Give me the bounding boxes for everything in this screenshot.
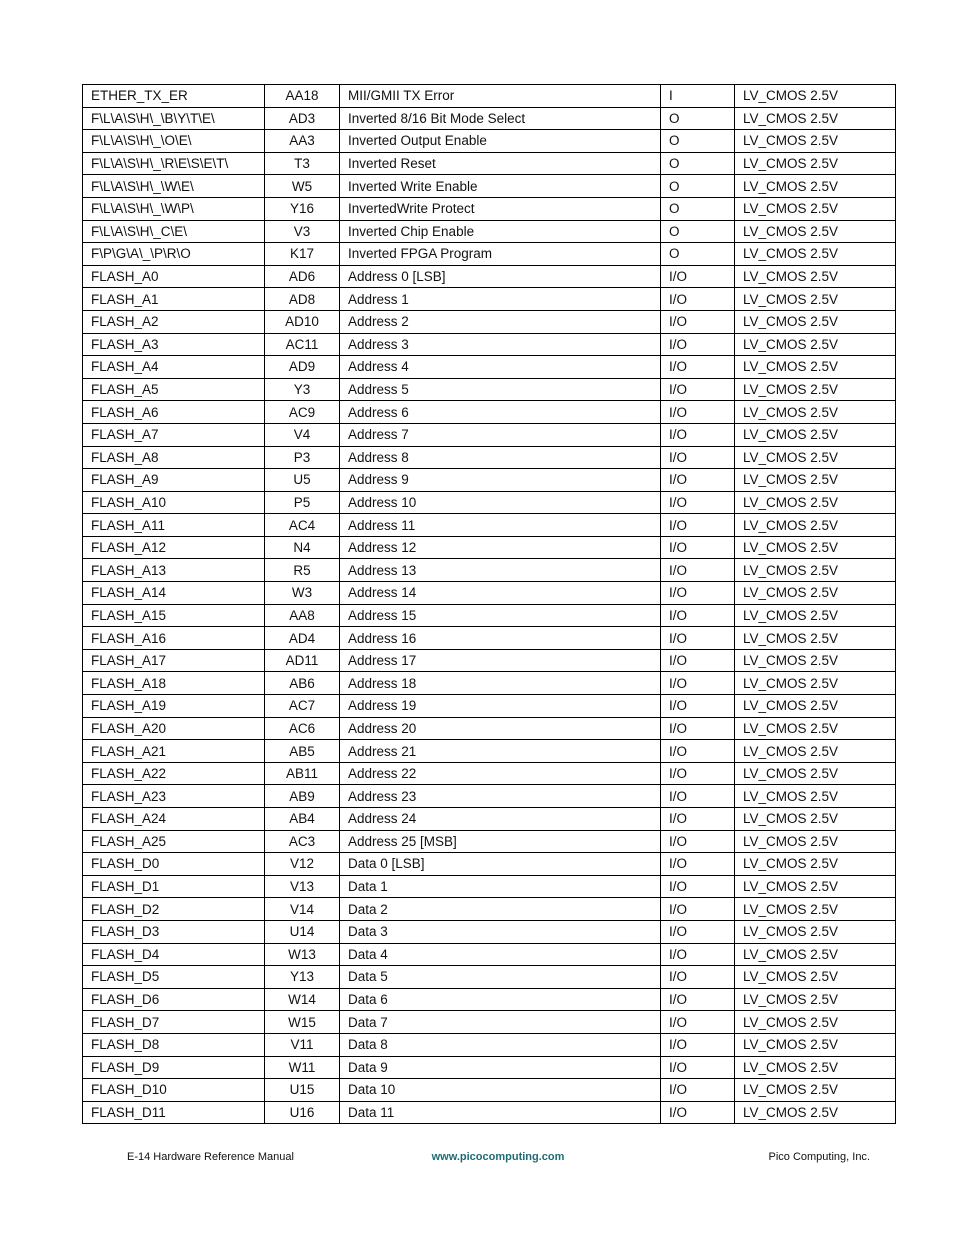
table-row <box>83 1079 896 1102</box>
pin-location-cell: U16 <box>265 1101 340 1124</box>
direction-cell: I/O <box>661 491 735 514</box>
pin-location-cell: AD9 <box>265 356 340 379</box>
description-cell: Address 21 <box>340 740 661 763</box>
table-row <box>83 152 896 175</box>
table-row <box>83 695 896 718</box>
direction-cell: I/O <box>661 1011 735 1034</box>
table-row <box>83 1011 896 1034</box>
signal-name-cell: ETHER_TX_ER <box>83 85 265 108</box>
signal-name-cell: FLASH_A18 <box>83 672 265 695</box>
io-standard-cell: LV_CMOS 2.5V <box>735 920 896 943</box>
pin-location-cell: P5 <box>265 491 340 514</box>
direction-cell: I/O <box>661 898 735 921</box>
table-row <box>83 378 896 401</box>
direction-cell: I/O <box>661 333 735 356</box>
io-standard-cell: LV_CMOS 2.5V <box>735 582 896 605</box>
signal-name-cell: FLASH_D8 <box>83 1033 265 1056</box>
description-cell: Data 6 <box>340 988 661 1011</box>
pin-location-cell: W5 <box>265 175 340 198</box>
pin-location-cell: W14 <box>265 988 340 1011</box>
table-row <box>83 243 896 266</box>
description-cell: Address 5 <box>340 378 661 401</box>
pin-location-cell: K17 <box>265 243 340 266</box>
io-standard-cell: LV_CMOS 2.5V <box>735 130 896 153</box>
io-standard-cell: LV_CMOS 2.5V <box>735 288 896 311</box>
pin-location-cell: W11 <box>265 1056 340 1079</box>
description-cell: Address 24 <box>340 808 661 831</box>
table-row <box>83 423 896 446</box>
table-row <box>83 1101 896 1124</box>
signal-name-cell: FLASH_A15 <box>83 604 265 627</box>
io-standard-cell: LV_CMOS 2.5V <box>735 808 896 831</box>
pin-location-cell: AC4 <box>265 514 340 537</box>
description-cell: Address 11 <box>340 514 661 537</box>
signal-name-cell: F\P\G\A\_\P\R\O <box>83 243 265 266</box>
pin-location-cell: AC11 <box>265 333 340 356</box>
pin-location-cell: AB9 <box>265 785 340 808</box>
signal-name-cell: FLASH_A22 <box>83 762 265 785</box>
description-cell: Data 11 <box>340 1101 661 1124</box>
direction-cell: I/O <box>661 672 735 695</box>
signal-name-cell: FLASH_A19 <box>83 695 265 718</box>
pin-location-cell: W15 <box>265 1011 340 1034</box>
pin-assignment-table <box>82 84 896 1124</box>
direction-cell: I/O <box>661 740 735 763</box>
description-cell: Address 2 <box>340 310 661 333</box>
table-row <box>83 898 896 921</box>
direction-cell: O <box>661 152 735 175</box>
signal-name-cell: FLASH_A12 <box>83 536 265 559</box>
table-row <box>83 875 896 898</box>
signal-name-cell: F\L\A\S\H\_\O\E\ <box>83 130 265 153</box>
direction-cell: I/O <box>661 469 735 492</box>
description-cell: Address 16 <box>340 627 661 650</box>
pin-location-cell: W13 <box>265 943 340 966</box>
io-standard-cell: LV_CMOS 2.5V <box>735 1011 896 1034</box>
io-standard-cell: LV_CMOS 2.5V <box>735 220 896 243</box>
signal-name-cell: FLASH_A23 <box>83 785 265 808</box>
pin-location-cell: Y3 <box>265 378 340 401</box>
pin-location-cell: AB11 <box>265 762 340 785</box>
table-row <box>83 672 896 695</box>
description-cell: Address 15 <box>340 604 661 627</box>
pin-location-cell: N4 <box>265 536 340 559</box>
io-standard-cell: LV_CMOS 2.5V <box>735 197 896 220</box>
io-standard-cell: LV_CMOS 2.5V <box>735 988 896 1011</box>
signal-name-cell: FLASH_D7 <box>83 1011 265 1034</box>
pin-location-cell: U5 <box>265 469 340 492</box>
description-cell: Address 4 <box>340 356 661 379</box>
description-cell: Address 6 <box>340 401 661 424</box>
direction-cell: I/O <box>661 401 735 424</box>
signal-name-cell: FLASH_A16 <box>83 627 265 650</box>
signal-name-cell: F\L\A\S\H\_C\E\ <box>83 220 265 243</box>
signal-name-cell: FLASH_D3 <box>83 920 265 943</box>
io-standard-cell: LV_CMOS 2.5V <box>735 469 896 492</box>
description-cell: Address 12 <box>340 536 661 559</box>
direction-cell: I/O <box>661 1079 735 1102</box>
description-cell: InvertedWrite Protect <box>340 197 661 220</box>
table-row <box>83 265 896 288</box>
direction-cell: O <box>661 243 735 266</box>
pin-location-cell: AD10 <box>265 310 340 333</box>
direction-cell: I <box>661 85 735 108</box>
direction-cell: I/O <box>661 582 735 605</box>
signal-name-cell: FLASH_D0 <box>83 853 265 876</box>
direction-cell: I/O <box>661 265 735 288</box>
io-standard-cell: LV_CMOS 2.5V <box>735 243 896 266</box>
description-cell: Data 9 <box>340 1056 661 1079</box>
description-cell: Data 1 <box>340 875 661 898</box>
signal-name-cell: FLASH_A2 <box>83 310 265 333</box>
io-standard-cell: LV_CMOS 2.5V <box>735 310 896 333</box>
signal-name-cell: FLASH_A13 <box>83 559 265 582</box>
io-standard-cell: LV_CMOS 2.5V <box>735 446 896 469</box>
description-cell: Address 3 <box>340 333 661 356</box>
pin-location-cell: Y16 <box>265 197 340 220</box>
description-cell: Address 18 <box>340 672 661 695</box>
description-cell: Address 23 <box>340 785 661 808</box>
page-footer <box>0 1151 954 1167</box>
table-row <box>83 536 896 559</box>
table-row <box>83 310 896 333</box>
signal-name-cell: FLASH_D5 <box>83 966 265 989</box>
io-standard-cell: LV_CMOS 2.5V <box>735 853 896 876</box>
direction-cell: I/O <box>661 649 735 672</box>
description-cell: Address 1 <box>340 288 661 311</box>
signal-name-cell: FLASH_D11 <box>83 1101 265 1124</box>
description-cell: Address 19 <box>340 695 661 718</box>
pin-location-cell: V3 <box>265 220 340 243</box>
signal-name-cell: FLASH_A1 <box>83 288 265 311</box>
signal-name-cell: FLASH_A21 <box>83 740 265 763</box>
io-standard-cell: LV_CMOS 2.5V <box>735 423 896 446</box>
table-row <box>83 604 896 627</box>
description-cell: Address 13 <box>340 559 661 582</box>
pin-location-cell: AA8 <box>265 604 340 627</box>
description-cell: Data 3 <box>340 920 661 943</box>
io-standard-cell: LV_CMOS 2.5V <box>735 1079 896 1102</box>
pin-location-cell: V14 <box>265 898 340 921</box>
table-row <box>83 469 896 492</box>
description-cell: Inverted Write Enable <box>340 175 661 198</box>
description-cell: Inverted FPGA Program <box>340 243 661 266</box>
pin-location-cell: AD6 <box>265 265 340 288</box>
table-row <box>83 785 896 808</box>
pin-location-cell: V12 <box>265 853 340 876</box>
pin-location-cell: Y13 <box>265 966 340 989</box>
io-standard-cell: LV_CMOS 2.5V <box>735 695 896 718</box>
pin-location-cell: AC7 <box>265 695 340 718</box>
direction-cell: I/O <box>661 762 735 785</box>
pin-table-body <box>83 85 896 1124</box>
pin-location-cell: T3 <box>265 152 340 175</box>
direction-cell: I/O <box>661 808 735 831</box>
io-standard-cell: LV_CMOS 2.5V <box>735 1033 896 1056</box>
footer-manual-title: E-14 Hardware Reference Manual <box>127 1151 294 1163</box>
description-cell: Inverted Chip Enable <box>340 220 661 243</box>
signal-name-cell: F\L\A\S\H\_\B\Y\T\E\ <box>83 107 265 130</box>
signal-name-cell: FLASH_A25 <box>83 830 265 853</box>
signal-name-cell: F\L\A\S\H\_\R\E\S\E\T\ <box>83 152 265 175</box>
table-row <box>83 853 896 876</box>
io-standard-cell: LV_CMOS 2.5V <box>735 672 896 695</box>
io-standard-cell: LV_CMOS 2.5V <box>735 536 896 559</box>
signal-name-cell: F\L\A\S\H\_\W\P\ <box>83 197 265 220</box>
direction-cell: I/O <box>661 514 735 537</box>
pin-location-cell: AA18 <box>265 85 340 108</box>
io-standard-cell: LV_CMOS 2.5V <box>735 491 896 514</box>
description-cell: Data 8 <box>340 1033 661 1056</box>
io-standard-cell: LV_CMOS 2.5V <box>735 762 896 785</box>
description-cell: Address 22 <box>340 762 661 785</box>
signal-name-cell: FLASH_A17 <box>83 649 265 672</box>
signal-name-cell: FLASH_D1 <box>83 875 265 898</box>
direction-cell: I/O <box>661 604 735 627</box>
io-standard-cell: LV_CMOS 2.5V <box>735 740 896 763</box>
description-cell: Address 10 <box>340 491 661 514</box>
io-standard-cell: LV_CMOS 2.5V <box>735 1101 896 1124</box>
footer-website-link[interactable]: www.picocomputing.com <box>431 1151 565 1163</box>
pin-location-cell: AA3 <box>265 130 340 153</box>
direction-cell: I/O <box>661 288 735 311</box>
pin-location-cell: AB4 <box>265 808 340 831</box>
signal-name-cell: FLASH_D9 <box>83 1056 265 1079</box>
direction-cell: O <box>661 197 735 220</box>
table-row <box>83 107 896 130</box>
io-standard-cell: LV_CMOS 2.5V <box>735 627 896 650</box>
io-standard-cell: LV_CMOS 2.5V <box>735 152 896 175</box>
signal-name-cell: FLASH_D4 <box>83 943 265 966</box>
direction-cell: I/O <box>661 536 735 559</box>
io-standard-cell: LV_CMOS 2.5V <box>735 333 896 356</box>
signal-name-cell: FLASH_A20 <box>83 717 265 740</box>
signal-name-cell: F\L\A\S\H\_\W\E\ <box>83 175 265 198</box>
io-standard-cell: LV_CMOS 2.5V <box>735 265 896 288</box>
direction-cell: I/O <box>661 966 735 989</box>
description-cell: Data 5 <box>340 966 661 989</box>
table-row <box>83 1056 896 1079</box>
pin-location-cell: AC6 <box>265 717 340 740</box>
table-row <box>83 85 896 108</box>
direction-cell: I/O <box>661 920 735 943</box>
description-cell: Inverted 8/16 Bit Mode Select <box>340 107 661 130</box>
io-standard-cell: LV_CMOS 2.5V <box>735 175 896 198</box>
direction-cell: I/O <box>661 356 735 379</box>
pin-location-cell: V13 <box>265 875 340 898</box>
pin-location-cell: V11 <box>265 1033 340 1056</box>
io-standard-cell: LV_CMOS 2.5V <box>735 649 896 672</box>
pin-location-cell: AD3 <box>265 107 340 130</box>
pin-location-cell: U15 <box>265 1079 340 1102</box>
direction-cell: O <box>661 220 735 243</box>
table-row <box>83 401 896 424</box>
io-standard-cell: LV_CMOS 2.5V <box>735 514 896 537</box>
direction-cell: I/O <box>661 875 735 898</box>
description-cell: Address 14 <box>340 582 661 605</box>
table-row <box>83 559 896 582</box>
table-row <box>83 356 896 379</box>
io-standard-cell: LV_CMOS 2.5V <box>735 785 896 808</box>
pin-location-cell: P3 <box>265 446 340 469</box>
signal-name-cell: FLASH_A3 <box>83 333 265 356</box>
pin-location-cell: W3 <box>265 582 340 605</box>
io-standard-cell: LV_CMOS 2.5V <box>735 1056 896 1079</box>
pin-location-cell: AD11 <box>265 649 340 672</box>
direction-cell: I/O <box>661 310 735 333</box>
direction-cell: I/O <box>661 1101 735 1124</box>
pin-location-cell: AD8 <box>265 288 340 311</box>
io-standard-cell: LV_CMOS 2.5V <box>735 717 896 740</box>
io-standard-cell: LV_CMOS 2.5V <box>735 107 896 130</box>
description-cell: Data 0 [LSB] <box>340 853 661 876</box>
description-cell: MII/GMII TX Error <box>340 85 661 108</box>
direction-cell: I/O <box>661 627 735 650</box>
table-row <box>83 491 896 514</box>
table-row <box>83 288 896 311</box>
signal-name-cell: FLASH_A8 <box>83 446 265 469</box>
table-row <box>83 175 896 198</box>
direction-cell: I/O <box>661 695 735 718</box>
description-cell: Inverted Reset <box>340 152 661 175</box>
description-cell: Inverted Output Enable <box>340 130 661 153</box>
table-row <box>83 762 896 785</box>
direction-cell: I/O <box>661 446 735 469</box>
io-standard-cell: LV_CMOS 2.5V <box>735 604 896 627</box>
table-row <box>83 808 896 831</box>
signal-name-cell: FLASH_D6 <box>83 988 265 1011</box>
io-standard-cell: LV_CMOS 2.5V <box>735 875 896 898</box>
direction-cell: I/O <box>661 853 735 876</box>
description-cell: Address 9 <box>340 469 661 492</box>
description-cell: Address 20 <box>340 717 661 740</box>
pin-location-cell: R5 <box>265 559 340 582</box>
io-standard-cell: LV_CMOS 2.5V <box>735 966 896 989</box>
direction-cell: I/O <box>661 1033 735 1056</box>
footer-company-name: Pico Computing, Inc. <box>768 1151 870 1163</box>
description-cell: Data 2 <box>340 898 661 921</box>
signal-name-cell: FLASH_A11 <box>83 514 265 537</box>
table-row <box>83 988 896 1011</box>
pin-location-cell: AD4 <box>265 627 340 650</box>
direction-cell: I/O <box>661 423 735 446</box>
table-row <box>83 446 896 469</box>
io-standard-cell: LV_CMOS 2.5V <box>735 943 896 966</box>
direction-cell: O <box>661 107 735 130</box>
io-standard-cell: LV_CMOS 2.5V <box>735 830 896 853</box>
direction-cell: I/O <box>661 943 735 966</box>
table-row <box>83 740 896 763</box>
pin-location-cell: U14 <box>265 920 340 943</box>
direction-cell: O <box>661 130 735 153</box>
direction-cell: O <box>661 175 735 198</box>
signal-name-cell: FLASH_A0 <box>83 265 265 288</box>
table-row <box>83 920 896 943</box>
description-cell: Data 4 <box>340 943 661 966</box>
io-standard-cell: LV_CMOS 2.5V <box>735 356 896 379</box>
description-cell: Address 8 <box>340 446 661 469</box>
direction-cell: I/O <box>661 988 735 1011</box>
signal-name-cell: FLASH_A14 <box>83 582 265 605</box>
table-row <box>83 514 896 537</box>
pin-location-cell: AB5 <box>265 740 340 763</box>
table-row <box>83 717 896 740</box>
table-row <box>83 627 896 650</box>
description-cell: Address 0 [LSB] <box>340 265 661 288</box>
direction-cell: I/O <box>661 378 735 401</box>
description-cell: Address 25 [MSB] <box>340 830 661 853</box>
io-standard-cell: LV_CMOS 2.5V <box>735 378 896 401</box>
description-cell: Address 7 <box>340 423 661 446</box>
direction-cell: I/O <box>661 785 735 808</box>
signal-name-cell: FLASH_A10 <box>83 491 265 514</box>
table-row <box>83 649 896 672</box>
table-row <box>83 943 896 966</box>
signal-name-cell: FLASH_A7 <box>83 423 265 446</box>
io-standard-cell: LV_CMOS 2.5V <box>735 559 896 582</box>
signal-name-cell: FLASH_A5 <box>83 378 265 401</box>
table-row <box>83 830 896 853</box>
signal-name-cell: FLASH_D10 <box>83 1079 265 1102</box>
table-row <box>83 966 896 989</box>
pin-location-cell: AB6 <box>265 672 340 695</box>
direction-cell: I/O <box>661 559 735 582</box>
signal-name-cell: FLASH_A6 <box>83 401 265 424</box>
table-row <box>83 197 896 220</box>
signal-name-cell: FLASH_A9 <box>83 469 265 492</box>
description-cell: Data 7 <box>340 1011 661 1034</box>
pin-location-cell: AC3 <box>265 830 340 853</box>
io-standard-cell: LV_CMOS 2.5V <box>735 898 896 921</box>
signal-name-cell: FLASH_D2 <box>83 898 265 921</box>
io-standard-cell: LV_CMOS 2.5V <box>735 401 896 424</box>
table-row <box>83 1033 896 1056</box>
table-row <box>83 333 896 356</box>
pin-location-cell: AC9 <box>265 401 340 424</box>
signal-name-cell: FLASH_A4 <box>83 356 265 379</box>
signal-name-cell: FLASH_A24 <box>83 808 265 831</box>
description-cell: Address 17 <box>340 649 661 672</box>
table-row <box>83 130 896 153</box>
io-standard-cell: LV_CMOS 2.5V <box>735 85 896 108</box>
direction-cell: I/O <box>661 830 735 853</box>
description-cell: Data 10 <box>340 1079 661 1102</box>
direction-cell: I/O <box>661 1056 735 1079</box>
direction-cell: I/O <box>661 717 735 740</box>
pin-location-cell: V4 <box>265 423 340 446</box>
table-row <box>83 220 896 243</box>
table-row <box>83 582 896 605</box>
